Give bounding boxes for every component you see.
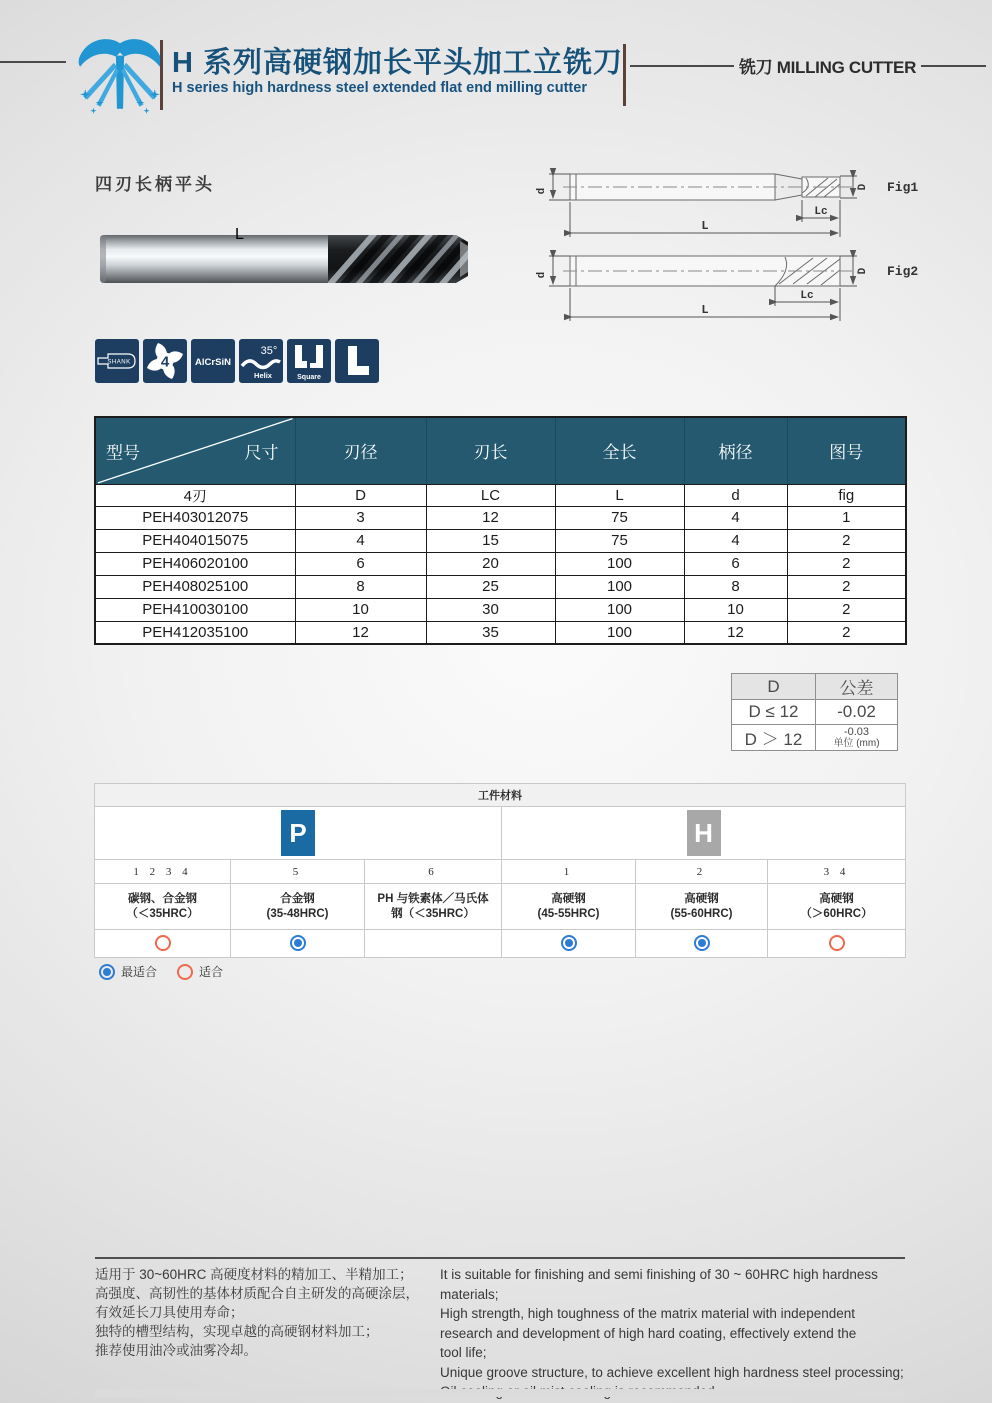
material-group-row — [95, 807, 906, 860]
subheader-flutes: 4刃 — [95, 484, 295, 506]
tol-value-text: -0.03 — [843, 725, 870, 738]
best-mark-icon — [290, 935, 306, 951]
col-header-cutting-len: 刃长 — [426, 417, 555, 484]
description-cn — [95, 1265, 440, 1360]
cell: 2 — [787, 575, 906, 598]
table-row — [95, 575, 906, 598]
col-header-shank-dia: 柄径 — [684, 417, 787, 484]
cell: 35 — [426, 621, 555, 644]
cell: 8 — [684, 575, 787, 598]
material-number-row — [95, 860, 906, 884]
footer-bar — [95, 1389, 905, 1397]
model-code: PEH404015075 — [95, 529, 295, 552]
description-divider — [95, 1257, 905, 1259]
cell: 75 — [555, 529, 684, 552]
table-row — [95, 621, 906, 644]
cell: 4 — [684, 506, 787, 529]
material-range: 钢（＜35HRC） — [391, 907, 475, 920]
legend-best-label: 最适合 — [121, 965, 158, 979]
coating-icon — [191, 339, 235, 383]
diag-label-model: 型号 — [106, 443, 140, 463]
helix-label: Helix — [254, 371, 272, 380]
material-nums: 6 — [365, 860, 502, 884]
cell: 30 — [426, 598, 555, 621]
shank-badge — [95, 339, 139, 383]
fig1-dim-lc: Lc — [814, 206, 828, 218]
iso-group-P-badge: P — [281, 810, 315, 856]
desc-en-line: It is suitable for finishing and semi finishing of 30 ~ 60HRC high hardness — [440, 1267, 878, 1282]
cell: 25 — [426, 575, 555, 598]
tol-header-D: D — [732, 674, 816, 700]
tolerance-table — [731, 673, 898, 751]
col-header-cutting-dia: 刃径 — [295, 417, 426, 484]
header-category — [630, 53, 986, 78]
material-nums: 1 2 3 4 — [95, 860, 231, 884]
material-name: 碳钢、合金钢 — [128, 892, 197, 905]
cell: 15 — [426, 529, 555, 552]
desc-cn-line: 适用于 30~60HRC 高硬度材料的精加工、半精加工； — [95, 1267, 413, 1282]
cell: 6 — [684, 552, 787, 575]
suitable-mark-icon — [829, 935, 845, 951]
desc-cn-line: 高强度、高韧性的基体材质配合自主研发的高硬涂层， — [95, 1286, 419, 1301]
fig1-label: Fig1 — [887, 180, 919, 195]
suitability-cell — [502, 930, 636, 958]
tol-value — [816, 725, 898, 751]
suitable-mark-icon — [155, 935, 171, 951]
header-left-rule — [0, 61, 66, 63]
iso-group-H-badge: H — [687, 810, 721, 856]
table-row — [95, 529, 906, 552]
cell: 2 — [787, 598, 906, 621]
table-row — [732, 700, 898, 725]
spec-table — [94, 416, 907, 645]
material-name-cell — [636, 884, 768, 930]
flute-count-label: 4 — [160, 353, 170, 371]
suitability-cell — [95, 930, 231, 958]
material-suitability-row — [95, 930, 906, 958]
fig1-dim-l: L — [701, 219, 709, 233]
subheader-L: L — [555, 484, 684, 506]
subheader-D: D — [295, 484, 426, 506]
material-name-cell — [95, 884, 231, 930]
material-name-cell — [768, 884, 906, 930]
tol-header-tolerance: 公差 — [816, 674, 898, 700]
suitability-cell — [365, 930, 502, 958]
material-range: （＞60HRC） — [800, 907, 873, 920]
material-name: PH 与铁素体／马氏体 — [377, 892, 489, 905]
best-mark-icon — [561, 935, 577, 951]
model-code: PEH406020100 — [95, 552, 295, 575]
col-header-overall-len: 全长 — [555, 417, 684, 484]
material-name-cell — [365, 884, 502, 930]
helix-degree-label: 35° — [260, 345, 278, 357]
coating-badge — [191, 339, 235, 383]
group-P-cell — [95, 807, 502, 860]
material-name-row — [95, 884, 906, 930]
model-code: PEH403012075 — [95, 506, 295, 529]
fig2-dim-lc: Lc — [800, 290, 814, 302]
cell: 2 — [787, 552, 906, 575]
desc-cn-line: 独特的槽型结构，实现卓越的高硬钢材料加工； — [95, 1324, 379, 1339]
tol-cond: D ≤ 12 — [732, 700, 816, 725]
table-row — [732, 725, 898, 751]
description-en — [440, 1265, 907, 1402]
material-name: 高硬钢 — [551, 892, 586, 905]
material-name-cell — [502, 884, 636, 930]
fig2-dim-d: d — [536, 271, 548, 279]
legend-suitable — [177, 963, 223, 980]
spec-subheader-row — [95, 484, 906, 506]
best-mark-icon — [99, 964, 115, 980]
material-nums: 3 4 — [768, 860, 906, 884]
page-subtitle: H series high hardness steel extended flat end milling cutter — [172, 80, 587, 96]
desc-en-line: tool life; — [440, 1345, 487, 1360]
cell: 12 — [426, 506, 555, 529]
coating-label: AlCrSiN — [195, 357, 231, 368]
helix-badge — [239, 339, 283, 383]
cell: 20 — [426, 552, 555, 575]
technical-drawing — [535, 160, 990, 328]
best-mark-icon — [694, 935, 710, 951]
cell: 100 — [555, 575, 684, 598]
material-range: (35-48HRC) — [266, 907, 329, 920]
subheader-d: d — [684, 484, 787, 506]
diag-label-size: 尺寸 — [244, 443, 279, 463]
cell: 2 — [787, 621, 906, 644]
square-end-badge — [287, 339, 331, 383]
cell: 6 — [295, 552, 426, 575]
material-range: （＜35HRC） — [126, 907, 199, 920]
header-rule-mid — [630, 65, 734, 67]
header-rule-right — [921, 65, 986, 67]
shank-icon — [95, 339, 139, 383]
desc-en-line: Unique groove structure, to achieve excellent high hardness steel processing; — [440, 1364, 904, 1380]
suitability-legend — [99, 963, 223, 980]
subheader-fig: fig — [787, 484, 906, 506]
page-title: H 系列高硬钢加长平头加工立铣刀 — [172, 47, 624, 79]
desc-cn-line: 有效延长刀具使用寿命； — [95, 1305, 244, 1320]
cell: 100 — [555, 552, 684, 575]
material-range: (55-60HRC) — [670, 907, 733, 920]
spec-header-row — [95, 417, 906, 484]
flute-count-badge — [143, 339, 187, 383]
suitable-mark-icon — [177, 964, 193, 980]
fig1-dim-D: D — [857, 183, 869, 191]
product-photo — [98, 229, 470, 289]
square-end-icon — [287, 339, 331, 383]
section-title: 四刃长柄平头 — [95, 175, 215, 194]
fig1-dim-d: d — [536, 187, 548, 195]
brand-logo-icon — [73, 34, 167, 118]
material-nums: 2 — [636, 860, 768, 884]
material-nums: 1 — [502, 860, 636, 884]
suitability-cell — [768, 930, 906, 958]
cell: 1 — [787, 506, 906, 529]
model-code: PEH408025100 — [95, 575, 295, 598]
table-row — [95, 552, 906, 575]
subheader-LC: LC — [426, 484, 555, 506]
cell: 3 — [295, 506, 426, 529]
cell: 2 — [787, 529, 906, 552]
fig2-dim-l: L — [701, 303, 709, 317]
four-flute-icon — [143, 339, 187, 383]
tolerance-header-row — [732, 674, 898, 700]
shank-label: SHANK — [107, 359, 131, 366]
cell: 12 — [295, 621, 426, 644]
material-nums: 5 — [231, 860, 365, 884]
square-end-label: Square — [297, 374, 321, 381]
material-range: (45-55HRC) — [537, 907, 600, 920]
category-label: 铣刀 MILLING CUTTER — [738, 58, 917, 77]
material-name: 合金钢 — [280, 892, 315, 905]
cell: 100 — [555, 598, 684, 621]
cell: 10 — [295, 598, 426, 621]
desc-cn-line: 推荐使用油冷或油雾冷却。 — [95, 1343, 257, 1358]
group-H-cell — [502, 807, 906, 860]
spec-diagonal-cell — [95, 417, 295, 484]
fig2-label: Fig2 — [887, 264, 919, 279]
long-length-label: L — [235, 226, 244, 243]
legend-best — [99, 963, 157, 980]
table-row — [95, 506, 906, 529]
material-name: 高硬钢 — [819, 892, 854, 905]
tol-value: -0.02 — [816, 700, 898, 725]
fig2-dim-D: D — [857, 267, 869, 275]
material-table — [94, 783, 906, 958]
tol-cond: D ＞ 12 — [732, 725, 816, 751]
cell: 4 — [684, 529, 787, 552]
cell: 100 — [555, 621, 684, 644]
col-header-figure: 图号 — [787, 417, 906, 484]
suitability-cell — [636, 930, 768, 958]
cell: 12 — [684, 621, 787, 644]
legend-suitable-label: 适合 — [199, 965, 224, 979]
desc-en-line: research and development of high hard coating, effectively extend the — [440, 1325, 857, 1341]
material-title-row — [95, 784, 906, 807]
title-left-bar — [160, 40, 163, 110]
cell: 8 — [295, 575, 426, 598]
model-code: PEH412035100 — [95, 621, 295, 644]
cell: 10 — [684, 598, 787, 621]
suitability-cell — [231, 930, 365, 958]
material-title: 工件材料 — [95, 784, 906, 807]
desc-en-line: High strength, high toughness of the matrix material with independent — [440, 1306, 855, 1321]
feature-badges — [95, 226, 379, 383]
material-name-cell — [231, 884, 365, 930]
title-right-bar — [623, 44, 626, 106]
material-name: 高硬钢 — [684, 892, 719, 905]
desc-en-line: materials; — [440, 1286, 499, 1302]
cell: 75 — [555, 506, 684, 529]
cell: 4 — [295, 529, 426, 552]
helix-angle-icon — [239, 339, 283, 383]
tol-unit: 单位 (mm) — [833, 737, 880, 749]
model-code: PEH410030100 — [95, 598, 295, 621]
table-row — [95, 598, 906, 621]
